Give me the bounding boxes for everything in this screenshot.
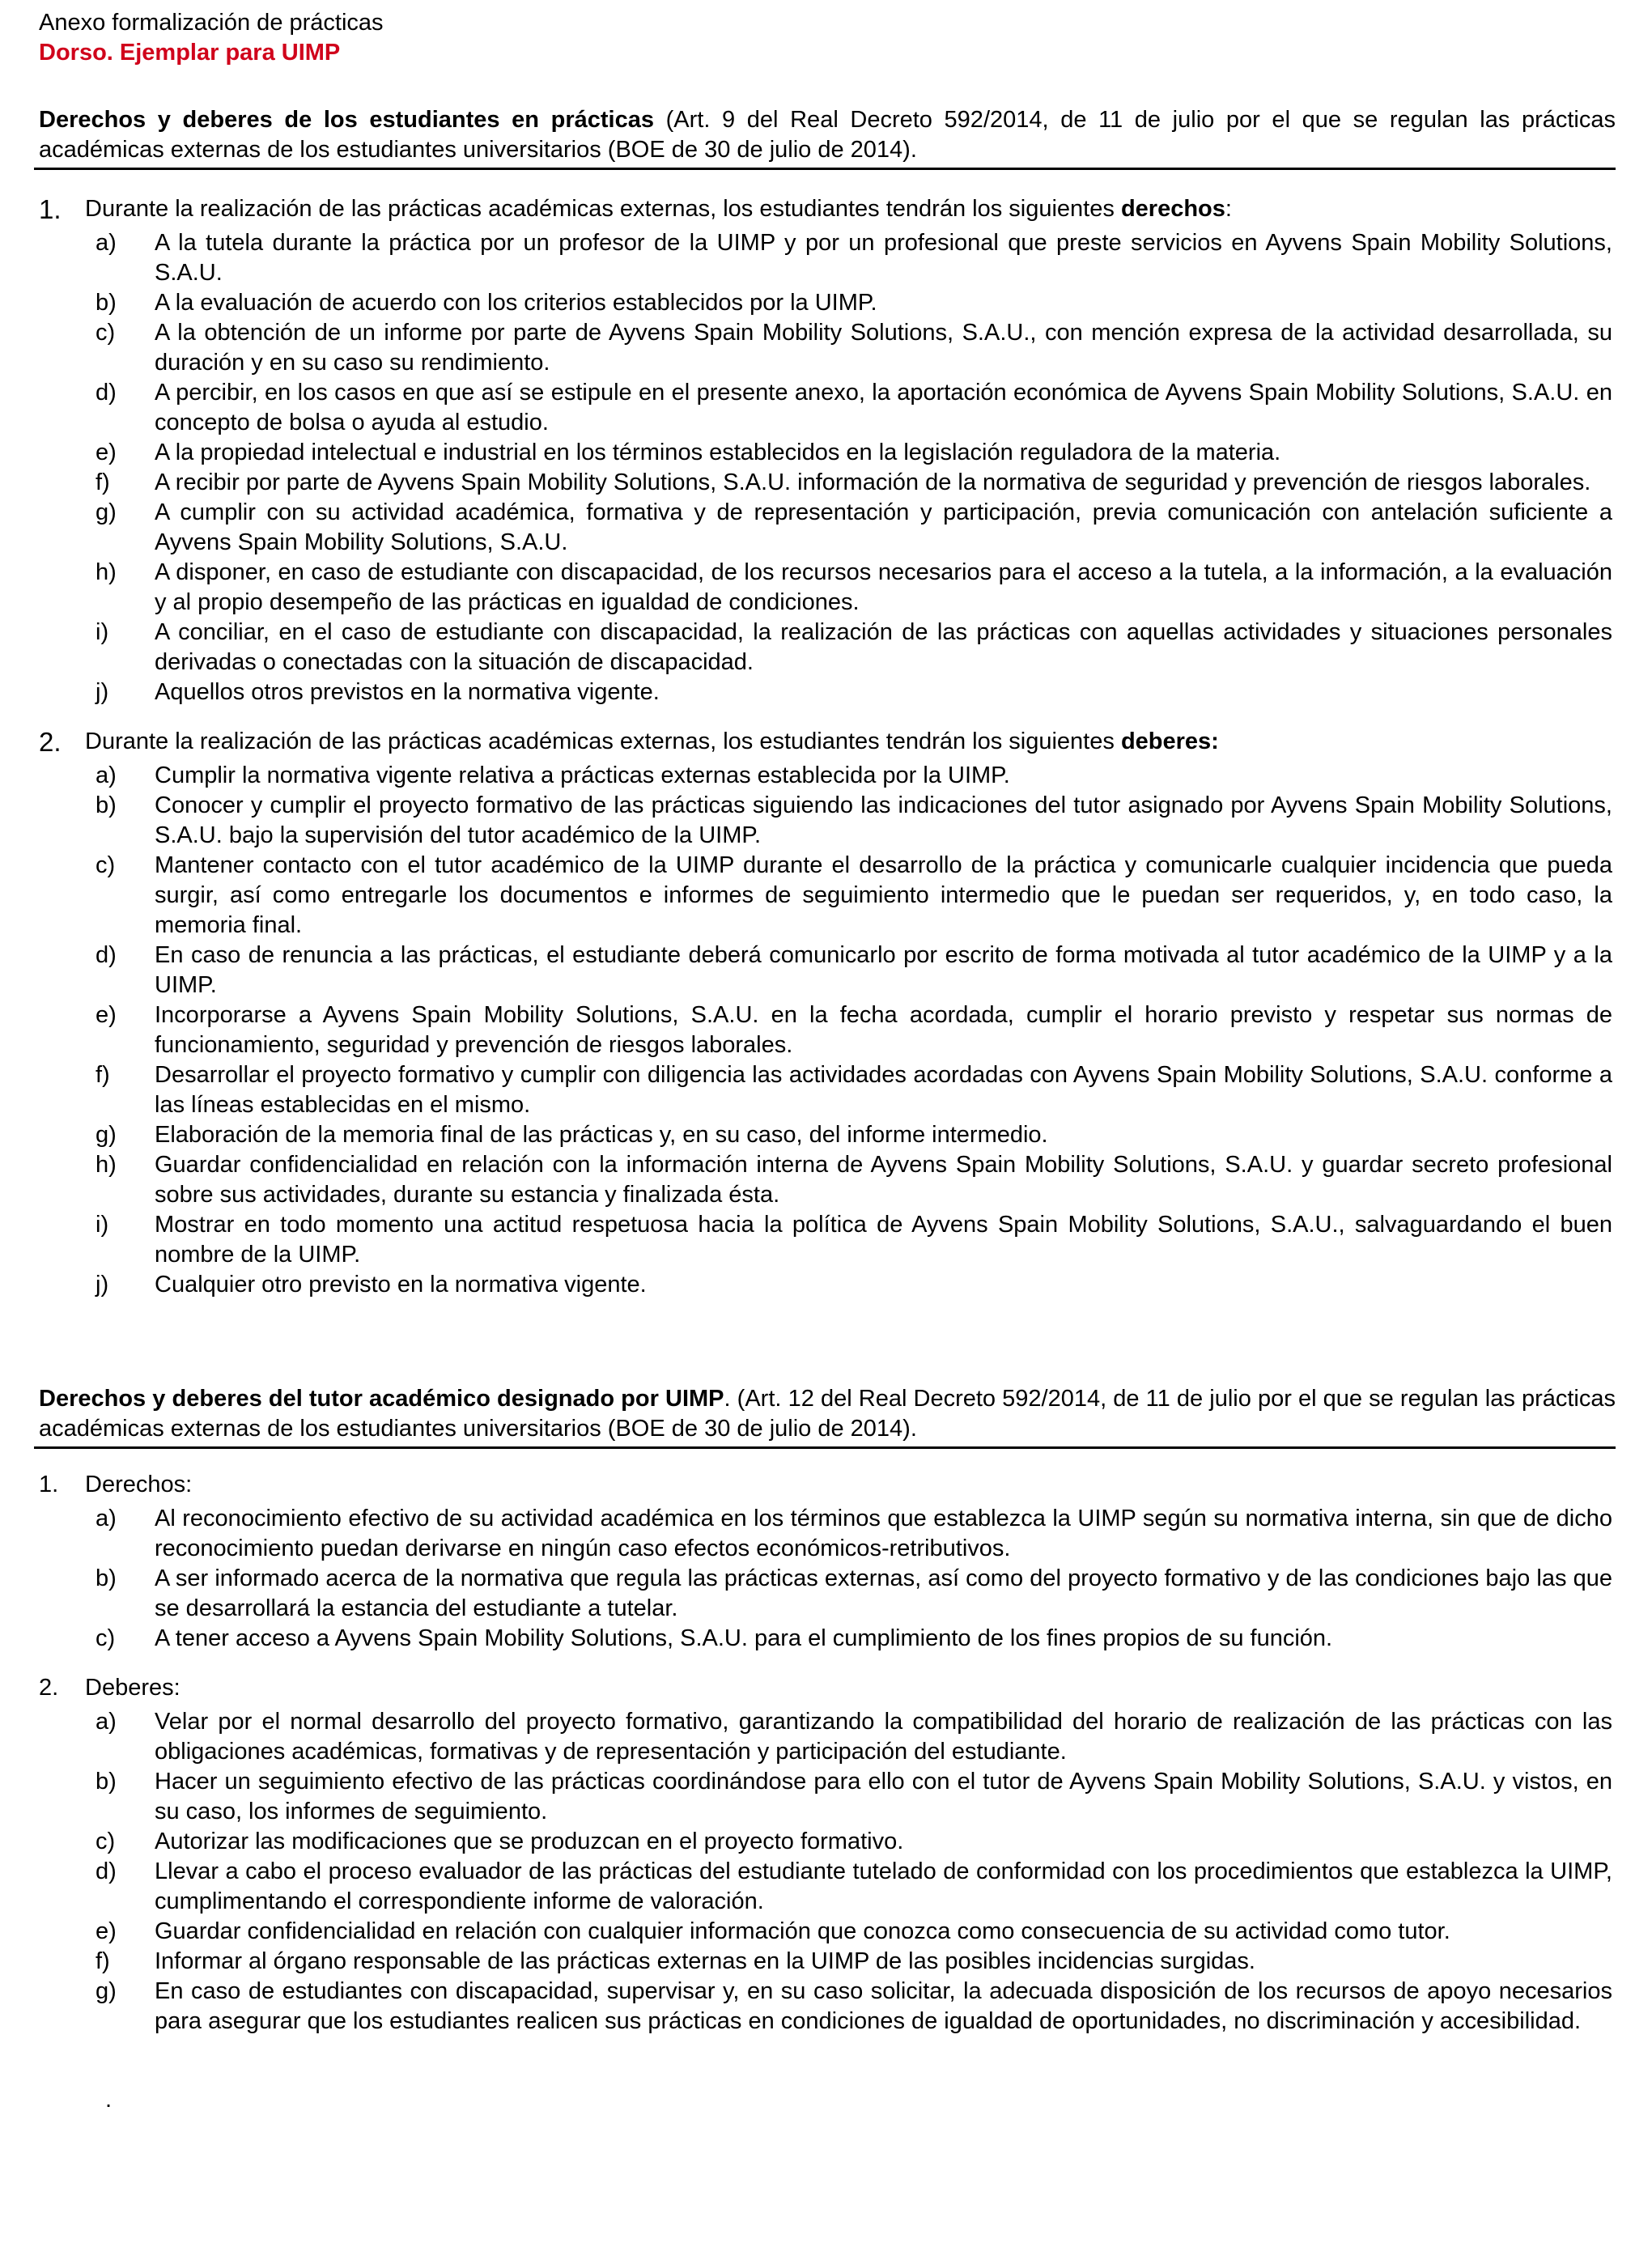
list-item-text: A la evaluación de acuerdo con los criterios establecidos por la UIMP.	[155, 290, 877, 316]
list-item	[39, 618, 1616, 677]
list-item-letter: a)	[96, 1709, 117, 1735]
list-item	[39, 1150, 1616, 1210]
heading-keyword: deberes:	[1120, 728, 1219, 754]
list-item-text: Guardar confidencialidad en relación con cualquier información que conozca como consecuencia de su actividad como tutor.	[155, 1918, 1450, 1944]
list-item-text: Desarrollar el proyecto formativo y cumplir con diligencia las actividades acordadas con Ayvens Spain Mobility Solutions, S.A.U. conforme a las líneas establecidas en el mismo.	[155, 1062, 1612, 1118]
list-item	[39, 1270, 1616, 1300]
list-item-letter: c)	[96, 1829, 116, 1854]
list-item	[39, 1917, 1616, 1947]
tutor-duties-list	[39, 1707, 1616, 2037]
tutor-duties-block	[39, 1673, 1616, 2037]
list-item-text: Mostrar en todo momento una actitud respetuosa hacia la política de Ayvens Spain Mobility Solutions, S.A.U., salvaguardando el buen nombre de la UIMP.	[155, 1212, 1612, 1268]
list-item-letter: h)	[96, 559, 117, 585]
list-item	[39, 228, 1616, 288]
list-item-letter: g)	[96, 499, 117, 525]
list-item-text: A disponer, en caso de estudiante con discapacidad, de los recursos necesarios para el acceso a la tutela, a la información, a la evaluación y al propio desempeño de las prácticas en igualdad de condiciones.	[155, 559, 1612, 615]
list-item	[39, 498, 1616, 558]
list-item-text: A la obtención de un informe por parte de Ayvens Spain Mobility Solutions, S.A.U., con mención expresa de la actividad desarrollada, su duración y en su caso su rendimiento.	[155, 320, 1612, 376]
tutor-rights-block	[39, 1470, 1616, 1654]
student-rights-list	[39, 228, 1616, 707]
list-item-letter: b)	[96, 1565, 117, 1591]
list-item-text: En caso de estudiantes con discapacidad, supervisar y, en su caso solicitar, la adecuada disposición de los recursos de apoyo necesarios para asegurar que los estudiantes realicen sus prácticas en condiciones de igualdad de oportunidades, no discriminación y accesibilidad.	[155, 1978, 1612, 2034]
list-item	[39, 1210, 1616, 1270]
list-item-letter: d)	[96, 380, 117, 406]
list-item-letter: i)	[96, 619, 109, 645]
list-item-letter: d)	[96, 942, 117, 968]
list-item-letter: j)	[96, 679, 109, 705]
list-item-text: Aquellos otros previstos en la normativa vigente.	[155, 679, 660, 705]
list-item-text: A conciliar, en el caso de estudiante con discapacidad, la realización de las prácticas con aquellas actividades y situaciones personales derivadas o conectadas con la situación de discapacidad.	[155, 619, 1612, 675]
heading-intro: Durante la realización de las prácticas académicas externas, los estudiantes tendrán los siguientes	[85, 728, 1121, 754]
section-divider	[34, 168, 1616, 170]
trailing-mark: .	[105, 2087, 113, 2113]
list-item-text: En caso de renuncia a las prácticas, el estudiante deberá comunicarlo por escrito de forma motivada al tutor académico de la UIMP y a la UIMP.	[155, 942, 1612, 998]
list-item	[39, 1857, 1616, 1917]
section-title-reference: . (Art. 12 del Real Decreto 592/2014, de 11 de julio por el que se regulan las prácticas académicas externas de los estudiantes universitarios (BOE de 30 de julio de 2014).	[39, 1386, 1616, 1442]
list-item	[39, 851, 1616, 941]
list-item	[39, 1977, 1616, 2037]
list-item	[39, 1624, 1616, 1654]
list-item-letter: b)	[96, 1769, 117, 1795]
list-item	[39, 1767, 1616, 1827]
list-item-text: A la propiedad intelectual e industrial en los términos establecidos en la legislación reguladora de la materia.	[155, 440, 1281, 465]
list-item-letter: c)	[96, 852, 116, 878]
annex-title: Anexo formalización de prácticas	[39, 10, 384, 36]
student-rights-heading	[39, 194, 1616, 224]
list-item-text: A recibir por parte de Ayvens Spain Mobility Solutions, S.A.U. información de la normativa de seguridad y prevención de riesgos laborales.	[155, 469, 1591, 495]
list-item	[39, 791, 1616, 851]
list-item-text: A ser informado acerca de la normativa que regula las prácticas externas, así como del proyecto formativo y de las condiciones bajo las que se desarrollará la estancia del estudiante a tutelar.	[155, 1565, 1612, 1621]
list-item-text: Llevar a cabo el proceso evaluador de las prácticas del estudiante tutelado de conformidad con los procedimientos que establezca la UIMP, cumplimentando el correspondiente informe de valoración.	[155, 1858, 1612, 1914]
list-item-text: Cualquier otro previsto en la normativa vigente.	[155, 1272, 647, 1298]
list-item-letter: a)	[96, 1506, 117, 1531]
list-item-letter: a)	[96, 230, 117, 256]
section-title	[39, 105, 1616, 168]
list-item-letter: h)	[96, 1152, 117, 1178]
list-item-letter: b)	[96, 792, 117, 818]
list-item-letter: c)	[96, 320, 116, 346]
list-item	[39, 761, 1616, 791]
list-item	[39, 558, 1616, 618]
list-item-text: Mantener contacto con el tutor académico de la UIMP durante el desarrollo de la práctica y comunicarle cualquier incidencia que pueda surgir, así como entregarle los documentos e informes de seguimiento intermedio que le puedan ser requeridos, y, en todo caso, la memoria final.	[155, 852, 1612, 938]
list-item	[39, 468, 1616, 498]
list-item	[39, 438, 1616, 468]
list-item-letter: j)	[96, 1272, 109, 1298]
list-item	[39, 1000, 1616, 1060]
list-item-letter: e)	[96, 1918, 117, 1944]
list-item-letter: f)	[96, 469, 110, 495]
student-rights-block	[39, 194, 1616, 707]
student-duties-block	[39, 727, 1616, 1300]
tutor-rights-list	[39, 1504, 1616, 1654]
list-item-letter: b)	[96, 290, 117, 316]
list-item	[39, 1120, 1616, 1150]
list-item-text: Incorporarse a Ayvens Spain Mobility Solutions, S.A.U. en la fecha acordada, cumplir el horario previsto y respetar sus normas de funcionamiento, seguridad y prevención de riesgos laborales.	[155, 1002, 1612, 1058]
heading-label: Derechos:	[85, 1472, 193, 1497]
tutor-rights-duties-section	[39, 1384, 1616, 2037]
list-item	[39, 1564, 1616, 1624]
list-item-text: Autorizar las modificaciones que se produzcan en el proyecto formativo.	[155, 1829, 904, 1854]
list-item-letter: f)	[96, 1062, 110, 1088]
list-item	[39, 1504, 1616, 1564]
list-item	[39, 1060, 1616, 1120]
list-item-letter: d)	[96, 1858, 117, 1884]
list-item-text: Hacer un seguimiento efectivo de las prácticas coordinándose para ello con el tutor de Ayvens Spain Mobility Solutions, S.A.U. y vistos, en su caso, los informes de seguimiento.	[155, 1769, 1612, 1824]
section-title-bold: Derechos y deberes de los estudiantes en prácticas	[39, 107, 655, 133]
heading-keyword: derechos	[1120, 196, 1225, 222]
list-item	[39, 1947, 1616, 1977]
list-item-text: Elaboración de la memoria final de las prácticas y, en su caso, del informe intermedio.	[155, 1122, 1048, 1148]
list-item	[39, 941, 1616, 1000]
list-item-letter: f)	[96, 1948, 110, 1974]
list-item-text: Guardar confidencialidad en relación con la información interna de Ayvens Spain Mobility Solutions, S.A.U. y guardar secreto profesional sobre sus actividades, durante su estancia y finalizada ésta.	[155, 1152, 1612, 1208]
section-title-reference: (Art. 9 del Real Decreto 592/2014, de 11 de julio por el que se regulan las prácticas académicas externas de los estudiantes universitarios (BOE de 30 de julio de 2014).	[39, 107, 1616, 163]
list-item	[39, 378, 1616, 438]
list-item-text: A percibir, en los casos en que así se estipule en el presente anexo, la aportación económica de Ayvens Spain Mobility Solutions, S.A.U. en concepto de bolsa o ayuda al estudio.	[155, 380, 1612, 435]
section-divider	[34, 1446, 1616, 1449]
student-duties-heading	[39, 727, 1616, 757]
list-item-letter: i)	[96, 1212, 109, 1238]
heading-intro: Durante la realización de las prácticas académicas externas, los estudiantes tendrán los siguientes	[85, 196, 1121, 222]
heading-suffix: :	[1225, 196, 1232, 222]
tutor-rights-heading	[39, 1470, 1616, 1500]
list-item-letter: c)	[96, 1625, 116, 1651]
section-title	[39, 1384, 1616, 1446]
list-item-letter: e)	[96, 440, 117, 465]
list-item	[39, 318, 1616, 378]
list-item	[39, 677, 1616, 707]
list-item-letter: g)	[96, 1122, 117, 1148]
list-item-text: A tener acceso a Ayvens Spain Mobility Solutions, S.A.U. para el cumplimiento de los fines propios de su función.	[155, 1625, 1333, 1651]
student-rights-duties-section	[39, 105, 1616, 1300]
list-item-letter: e)	[96, 1002, 117, 1028]
student-duties-list	[39, 761, 1616, 1300]
list-item-letter: g)	[96, 1978, 117, 2004]
list-number: 1.	[39, 194, 62, 224]
list-item-text: Conocer y cumplir el proyecto formativo de las prácticas siguiendo las indicaciones del tutor asignado por Ayvens Spain Mobility Solutions, S.A.U. bajo la supervisión del tutor académico de la UIMP.	[155, 792, 1612, 848]
list-item	[39, 1827, 1616, 1857]
heading-label: Deberes:	[85, 1675, 180, 1701]
list-item-text: Velar por el normal desarrollo del proyecto formativo, garantizando la compatibilidad del horario de realización de las prácticas con las obligaciones académicas, formativas y de representación y participación del estudiante.	[155, 1709, 1612, 1765]
list-item	[39, 1707, 1616, 1767]
list-item-letter: a)	[96, 762, 117, 788]
section-title-bold: Derechos y deberes del tutor académico designado por UIMP	[39, 1386, 724, 1412]
copy-label: Dorso. Ejemplar para UIMP	[39, 40, 341, 66]
list-item-text: A cumplir con su actividad académica, formativa y de representación y participación, previa comunicación con antelación suficiente a Ayvens Spain Mobility Solutions, S.A.U.	[155, 499, 1612, 555]
tutor-duties-heading	[39, 1673, 1616, 1703]
list-number: 2.	[39, 1675, 59, 1701]
list-number: 1.	[39, 1472, 59, 1497]
list-item-text: A la tutela durante la práctica por un profesor de la UIMP y por un profesional que preste servicios en Ayvens Spain Mobility Solutions, S.A.U.	[155, 230, 1612, 286]
list-item	[39, 288, 1616, 318]
list-number: 2.	[39, 727, 62, 757]
list-item-text: Informar al órgano responsable de las prácticas externas en la UIMP de las posibles incidencias surgidas.	[155, 1948, 1255, 1974]
list-item-text: Cumplir la normativa vigente relativa a prácticas externas establecida por la UIMP.	[155, 762, 1010, 788]
list-item-text: Al reconocimiento efectivo de su actividad académica en los términos que establezca la UIMP según su normativa interna, sin que de dicho reconocimiento puedan derivarse en ningún caso efectos económicos-retributivos.	[155, 1506, 1612, 1561]
